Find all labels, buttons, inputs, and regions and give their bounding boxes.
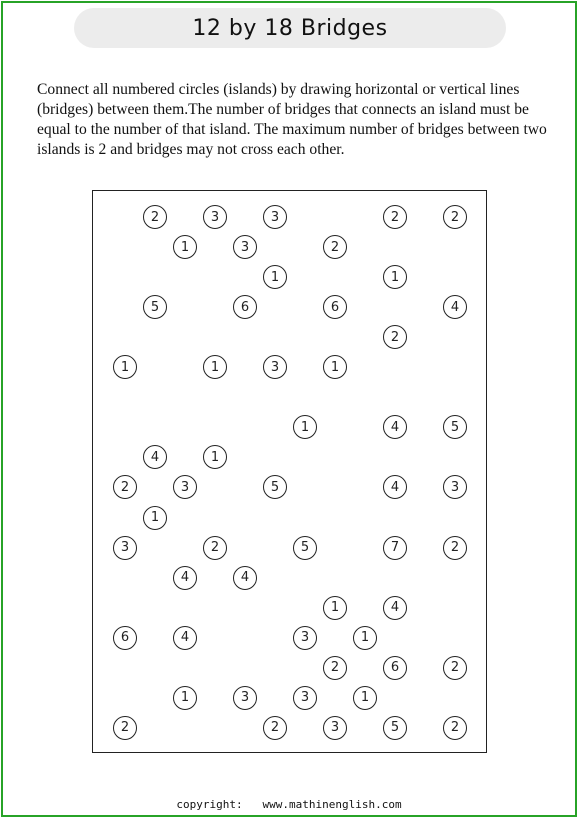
island[interactable]: 3 [293,686,317,710]
island[interactable]: 3 [263,205,287,229]
island[interactable]: 6 [383,656,407,680]
island[interactable]: 5 [443,415,467,439]
island[interactable]: 3 [323,716,347,740]
island[interactable]: 1 [383,265,407,289]
puzzle-grid [92,190,487,753]
island[interactable]: 2 [263,716,287,740]
island[interactable]: 1 [353,626,377,650]
island[interactable]: 3 [443,475,467,499]
island[interactable]: 3 [203,205,227,229]
island[interactable]: 5 [143,295,167,319]
island[interactable]: 4 [233,566,257,590]
island[interactable]: 3 [263,355,287,379]
island[interactable]: 3 [233,235,257,259]
island[interactable]: 1 [173,235,197,259]
island[interactable]: 1 [293,415,317,439]
island[interactable]: 2 [143,205,167,229]
island[interactable]: 1 [203,445,227,469]
island[interactable]: 2 [203,536,227,560]
island[interactable]: 3 [173,475,197,499]
island[interactable]: 6 [113,626,137,650]
island[interactable]: 1 [263,265,287,289]
island[interactable]: 4 [173,566,197,590]
island[interactable]: 7 [383,536,407,560]
island[interactable]: 3 [293,626,317,650]
island[interactable]: 6 [323,295,347,319]
island[interactable]: 2 [443,205,467,229]
island[interactable]: 1 [353,686,377,710]
island[interactable]: 4 [383,475,407,499]
title-banner [74,8,506,48]
island[interactable]: 2 [323,656,347,680]
island[interactable]: 2 [383,325,407,349]
island[interactable]: 1 [173,686,197,710]
island[interactable]: 1 [323,355,347,379]
island[interactable]: 5 [263,475,287,499]
footer [0,798,578,811]
island[interactable]: 2 [443,536,467,560]
island[interactable]: 1 [113,355,137,379]
island[interactable]: 2 [383,205,407,229]
island[interactable]: 4 [173,626,197,650]
island[interactable]: 2 [113,716,137,740]
island[interactable]: 5 [383,716,407,740]
island[interactable]: 6 [233,295,257,319]
island[interactable]: 5 [293,536,317,560]
copyright-site: www.mathinenglish.com [262,798,402,811]
island[interactable]: 3 [233,686,257,710]
copyright-label: copyright: [176,798,243,811]
island[interactable]: 4 [143,445,167,469]
island[interactable]: 4 [383,415,407,439]
island[interactable]: 2 [443,656,467,680]
island[interactable]: 1 [203,355,227,379]
page-title: 12 by 18 Bridges [192,15,388,41]
island[interactable]: 4 [383,596,407,620]
island[interactable]: 2 [443,716,467,740]
island[interactable]: 2 [113,475,137,499]
island[interactable]: 1 [323,596,347,620]
island[interactable]: 2 [323,235,347,259]
island[interactable]: 4 [443,295,467,319]
island[interactable]: 3 [113,536,137,560]
island[interactable]: 1 [143,506,167,530]
instructions-text: Connect all numbered circles (islands) by drawing horizontal or vertical lines (bridges) between them.The number of bridges that connects an island must be equal to the number of that island. The maximum number of bridges between two islands is 2 and bridges may not cross each other. [37,81,547,158]
